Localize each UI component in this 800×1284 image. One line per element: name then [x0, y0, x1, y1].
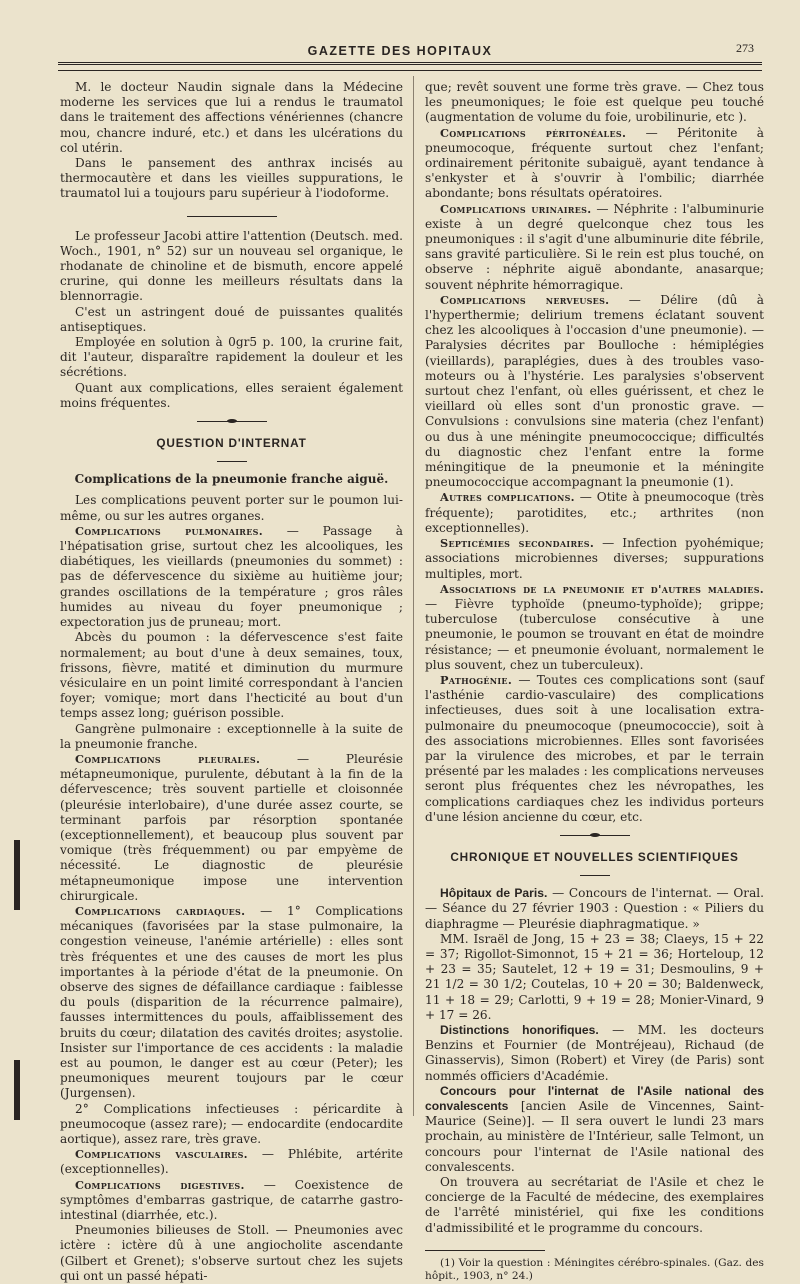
run-in-heading: Pathogénie. — [440, 672, 513, 687]
paragraph: Abcès du poumon : la défervescence s'est faite normalement; au bout d'une à deux semaines, toux, frissons, fièvre, matité et diminution du murmure vésiculaire en un point limité correspondant à l'ancien foyer; vomique; mort dans l'hecticité au bout d'un temps assez long; guérison possible. — [60, 630, 403, 721]
run-in-heading: Complications urinaires. — [440, 201, 592, 216]
paragraph: Employée en solution à 0gr5 p. 100, la crurine fait, dit l'auteur, disparaître rapidement la douleur et les sécrétions. — [60, 335, 403, 380]
run-in-heading: Complications cardiaques. — [75, 903, 246, 918]
left-column — [60, 80, 403, 1284]
paragraph: Pneumonies bilieuses de Stoll. — Pneumonies avec ictère : ictère dû à une angiocholite ascendante (Gilbert et Grenet); s'observe surtout chez les sujets qui ont un passé hépati- — [60, 1223, 403, 1283]
run-in-heading: Complications péritonéales. — [440, 125, 627, 140]
paragraph: Complications cardiaques. — 1° Complications mécaniques (favorisées par la stase pulmonaire, la congestion veineuse, l'anémie artérielle) : elles sont très fréquentes et une des causes de mort les plus importantes à la période d'état de la pneumonie. On observe des signes de défaillance cardiaque : faiblesse du pouls (disparition de la récurrence palmaire), fausses intermittences du pouls, affaiblissement des bruits du cœur; dilatation des cavités droites; asystolie. Insister sur l'importance de ces accidents : la maladie est au poumon, le danger est au cœur (Peter); les pneumoniques meurent toujours par le cœur (Jurgensen). — [60, 903, 403, 1101]
section-title: CHRONIQUE ET NOUVELLES SCIENTIFIQUES — [450, 849, 739, 864]
paragraph: M. le docteur Naudin signale dans la Médecine moderne les services que lui a rendus le traumatol dans le traitement des affections vénériennes (chancre mou, chancre induré, etc.) et dans les ulcérations du col utérin. — [60, 80, 403, 155]
paragraph: Le professeur Jacobi attire l'attention (Deutsch. med. Woch., 1901, n° 52) sur un nouveau sel organique, le rhodanate de chinoline et de bismuth, encore appelé crurine, qui donne les meilleurs résultats dans la blennorragie. — [60, 228, 403, 304]
paragraph: Complications pleurales. — Pleurésie métapneumonique, purulente, débutant à la fin de la défervescence; très souvent partielle et cloisonnée (pleurésie interlobaire), d'une durée assez courte, se terminant parfois par résorption spontanée (exceptionnellement), et beaucoup plus souvent par vomique (très fréquemment) ou par empyème de nécessité. Le diagnostic de pleurésie métapneumonique impose une intervention chirurgicale. — [60, 751, 403, 903]
run-in-heading: Complications nerveuses. — [440, 292, 610, 307]
run-in-heading: Septicémies secondaires. — [440, 536, 595, 551]
paragraph: Complications digestives. — Coexistence de symptômes d'embarras gastrique, de catarrhe gastro-intestinal (diarrhée, etc.). — [60, 1177, 403, 1223]
page-number: 273 — [736, 41, 754, 55]
paragraph: Autres complications. — Otite à pneumocoque (très fréquente); parotidites, etc.; arthrites (non exceptionnelles). — [425, 490, 765, 535]
run-in-heading: Autres complications. — [440, 490, 575, 505]
paragraph: Hôpitaux de Paris. — Concours de l'internat. — Oral. — Séance du 27 février 1903 : Question : « Piliers du diaphragme — Pleurésie diaphragmatique. » — [425, 886, 765, 931]
paragraph: On trouvera au secrétariat de l'Asile et chez le concierge de la Faculté de médecine, des exemplaires de l'arrêté ministériel, qui fixe les conditions d'admissibilité et le programme du concours. — [425, 1175, 764, 1235]
run-in-heading: Complications pleurales. — [75, 751, 261, 766]
paragraph: Dans le pansement des anthrax incisés au thermocautère et dans les vieilles suppurations, le traumatol lui a toujours paru supérieur à l'iodoforme. — [60, 156, 403, 201]
paragraph: Complications vasculaires. — Phlébite, artérite (exceptionnelles). — [60, 1147, 403, 1177]
separator — [187, 216, 277, 217]
binding-mark — [14, 840, 20, 910]
run-in-heading: Hôpitaux de Paris. — [440, 886, 548, 901]
header-double-rule — [58, 62, 762, 67]
run-in-heading: Complications vasculaires. — [75, 1147, 248, 1162]
footnote-rule — [425, 1250, 545, 1251]
paragraph: que; revêt souvent une forme très grave. — Chez tous les pneumoniques; le foie est quelque peu touché (augmentation de volume du foie, urobilinurie, etc ). — [425, 80, 764, 125]
binding-mark — [14, 1060, 20, 1120]
paragraph: C'est un astringent doué de puissantes qualités antiseptiques. — [60, 304, 403, 334]
paragraph: Septicémies secondaires. — Infection pyohémique; associations microbiennes diverses; suppurations multiples, mort. — [425, 536, 765, 581]
run-in-heading: Distinctions honorifiques. — [440, 1022, 599, 1037]
ornament-separator — [197, 421, 267, 422]
paragraph: Quant aux complications, elles seraient également moins fréquentes. — [60, 380, 403, 410]
paragraph: Complications péritonéales. — Péritonite à pneumocoque, fréquente surtout chez l'enfant; ordinairement péritonite subaiguë, ayant tendance à s'enkyster et à s'ouvrir à l'ombilic; diarrhée abondante; bons résultats opératoires. — [425, 125, 764, 201]
paragraph: Distinctions honorifiques. — MM. les docteurs Benzins et Fournier (de Montréjeau), Richaud (de Ginasservis), Simon (Robert) et Virey (de Paris) sont nommés officiers d'Académie. — [425, 1022, 764, 1083]
run-in-heading: Complications digestives. — [75, 1177, 245, 1192]
separator — [217, 461, 247, 462]
paragraph: Complications pulmonaires. — Passage à l'hépatisation grise, surtout chez les alcooliques, les diabétiques, les vieillards (pneumonies du sommet) : pas de défervescence du sixième au huitième jour; grandes oscillations de la température ; gros râles humides au niveau du foyer pneumonique ; expectoration jus de pruneau; mort. — [60, 523, 403, 630]
paragraph: Associations de la pneumonie et d'autres maladies. — Fièvre typhoïde (pneumo-typhoïde); grippe; tuberculose (tuberculose consécutive à une pneumonie, le poumon se trouvant en état de moindre résistance; — et pneumonie évoluant, normalement le plus souvent, chez un tuberculeux). — [425, 581, 764, 672]
header-rule — [58, 70, 762, 71]
separator — [580, 875, 610, 876]
footnote: (1) Voir la question : Méningites cérébro-spinales. (Gaz. des hôpit., 1903, n° 24.) — [425, 1256, 764, 1283]
paragraph: Gangrène pulmonaire : exceptionnelle à la suite de la pneumonie franche. — [60, 721, 403, 751]
paragraph: Pathogénie. — Toutes ces complications sont (sauf l'asthénie cardio-vasculaire) des complications infectieuses, dues soit à une localisation extra-pulmonaire du pneumocoque (pneumococcie), soit à des associations microbiennes. Elles sont favorisées par la virulence des microbes, et par le terrain présenté par les malades : les complications nerveuses seront plus fréquentes chez les névropathes, les complications cardiaques chez les individus porteurs d'une lésion ancienne du cœur, etc. — [425, 672, 764, 824]
paragraph: Complications urinaires. — Néphrite : l'albuminurie existe à un degré quelconque chez tous les pneumoniques : il s'agit d'une albuminurie dite fébrile, sans gravité particulière. Si le rein est plus touché, on observe : néphrite aiguë abondante, anasarque; souvent néphrite hémorragique. — [425, 201, 764, 292]
run-in-heading: Concours pour l'internat de l'Asile national des convalescents — [425, 1083, 764, 1113]
run-in-heading: Associations de la pneumonie et d'autres maladies. — [440, 581, 764, 596]
journal-title: GAZETTE DES HOPITAUX — [307, 44, 493, 58]
column-divider — [413, 76, 414, 1116]
paragraph: Concours pour l'internat de l'Asile national des convalescents [ancien Asile de Vincennes, Saint-Maurice (Seine)]. — Il sera ouvert le lundi 23 mars prochain, au ministère de l'Intérieur, salle Telmont, un concours pour l'internat de l'Asile national des convalescents. — [425, 1083, 764, 1174]
paragraph: 2° Complications infectieuses : péricardite à pneumocoque (assez rare); — endocardite (endocardite aortique), assez rare, très grave. — [60, 1101, 403, 1146]
paragraph: MM. Israël de Jong, 15 + 23 = 38; Claeys, 15 + 22 = 37; Rigollot-Simonnot, 15 + 21 = 36; Horteloup, 12 + 23 = 35; Sautelet, 12 + 19 = 31; Desmoulins, 9 + 21 1/2 = 30 1/2; Coutelas, 10 + 20 = 30; Baldenweck, 11 + 18 = 29; Carlotti, 9 + 19 = 28; Monier-Vinard, 9 + 17 = 26. — [425, 931, 764, 1022]
right-column — [425, 80, 764, 1284]
paragraph: Complications nerveuses. — Délire (dû à l'hyperthermie; delirium tremens éclatant souvent chez les alcooliques à l'occasion d'une pneumonie). — Paralysies décrites par Boulloche : hémiplégies (vieillards), paraplégies, dues à des troubles vaso-moteurs ou à l'hystérie. Les paralysies s'observent surtout chez l'enfant, où elles guérissent, et chez le vieillard où elles sont d'un pronostic grave. — Convulsions : convulsions sine materia (chez l'enfant) ou dus à une méningite pneumococcique; difficultés du diagnostic chez l'enfant entre la forme méningitique de la pneumonie et la méningite pneumococcique accompagnant la pneumonie (1). — [425, 292, 764, 490]
ornament-separator — [560, 835, 630, 836]
article-subtitle: Complications de la pneumonie franche aiguë. — [74, 472, 389, 487]
run-in-heading: Complications pulmonaires. — [75, 523, 263, 538]
section-title: QUESTION D'INTERNAT — [156, 436, 307, 451]
paragraph: Les complications peuvent porter sur le poumon lui-même, ou sur les autres organes. — [60, 493, 403, 523]
